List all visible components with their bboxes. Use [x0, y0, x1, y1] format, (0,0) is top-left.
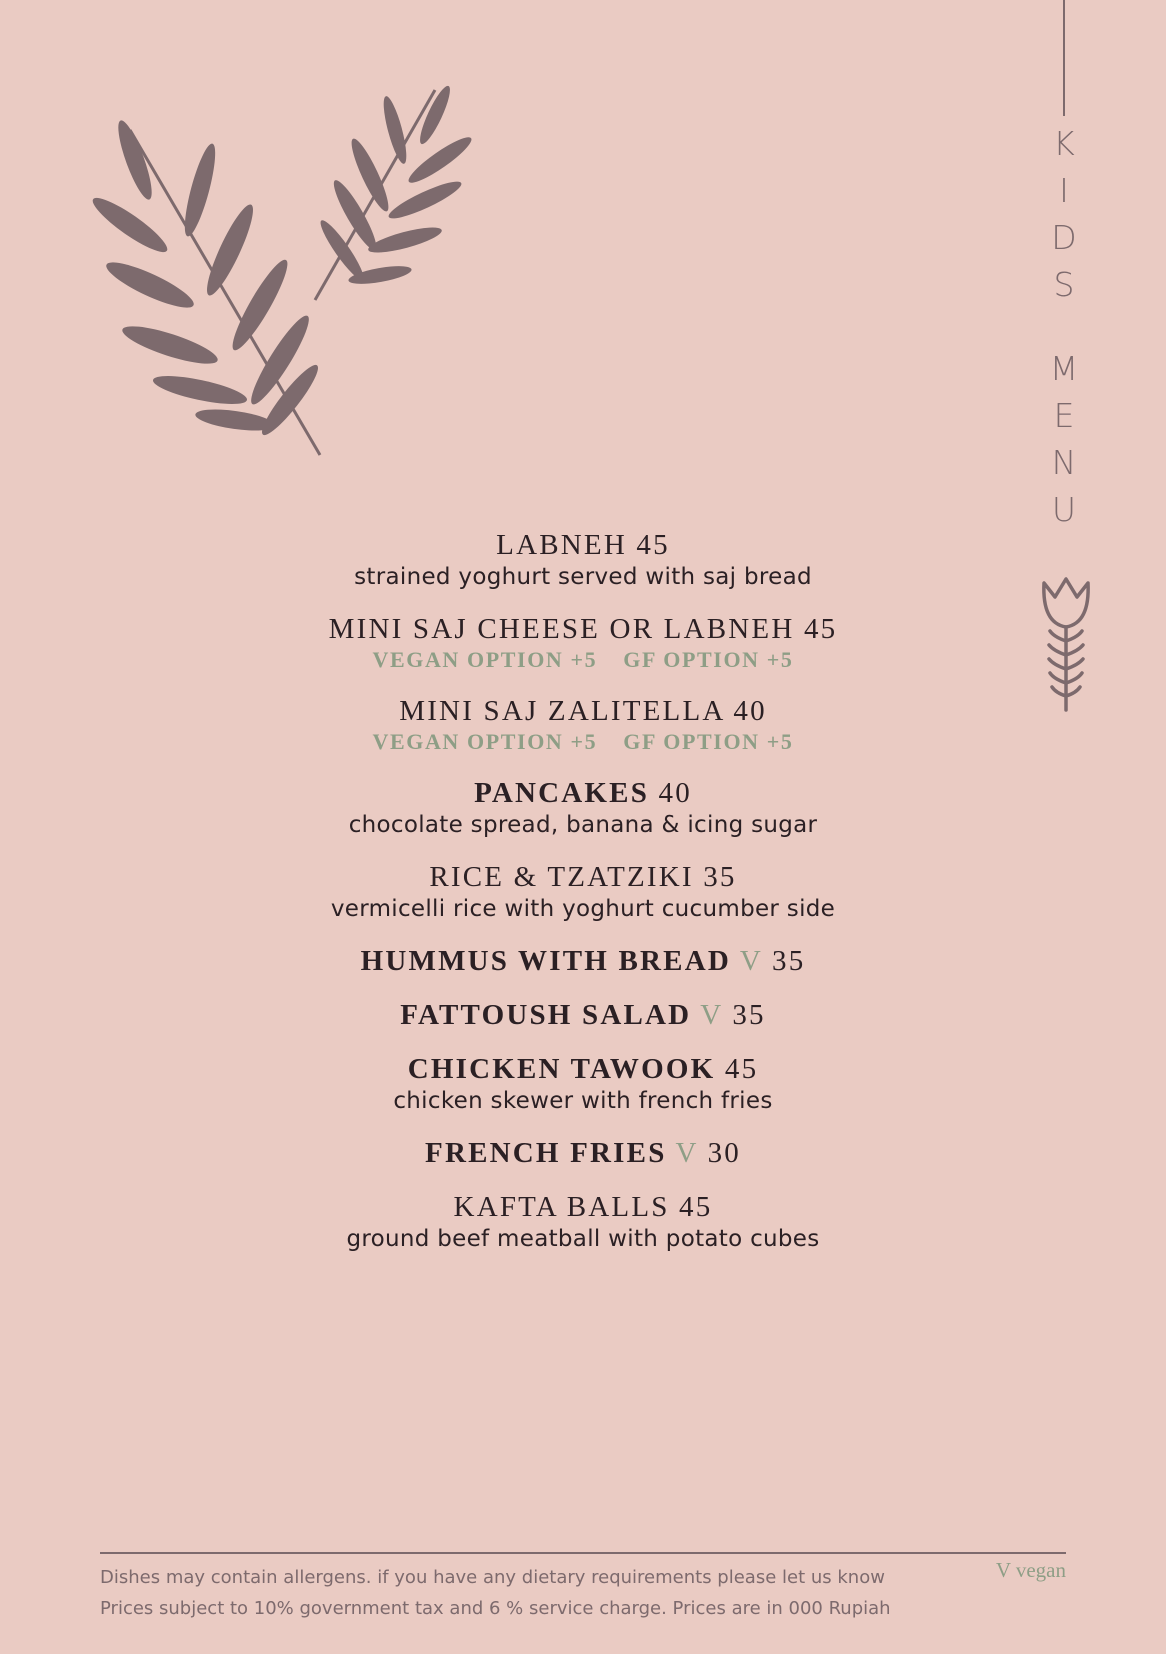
palm-leaves-illustration [90, 80, 510, 490]
menu-item-description: strained yoghurt served with saj bread [354, 564, 812, 590]
menu-item [200, 1190, 966, 1254]
menu-item-title [200, 1052, 966, 1086]
menu-item-title [200, 694, 966, 728]
menu-item-price: 35 [703, 861, 737, 893]
menu-item-price: 30 [707, 1137, 741, 1169]
menu-item-name: MINI SAJ ZALITELLA [399, 695, 724, 727]
menu-item-title [200, 1190, 966, 1224]
menu-item [200, 776, 966, 840]
title-letter: D [1051, 218, 1077, 257]
menu-item-name: RICE & TZATZIKI [429, 861, 694, 893]
menu-item-price: 45 [636, 529, 670, 561]
menu-item-title [200, 998, 966, 1032]
option-label: GF OPTION +5 [623, 647, 794, 672]
menu-item-name: LABNEH [496, 529, 627, 561]
title-letter: E [1053, 396, 1075, 435]
menu-item-price: 45 [803, 613, 838, 645]
menu-item-price: 40 [658, 777, 692, 809]
menu-item-options [200, 728, 966, 756]
menu-item-title [200, 944, 966, 978]
menu-item [200, 612, 966, 674]
title-letter: M [1049, 349, 1079, 388]
menu-item-name: KAFTA BALLS [453, 1191, 670, 1223]
menu-item-description: ground beef meatball with potato cubes [346, 1226, 820, 1252]
title-letter: K [1053, 124, 1075, 163]
vegan-marker: V [700, 999, 723, 1031]
menu-item [200, 944, 966, 978]
menu-item-price: 40 [733, 695, 767, 727]
menu-item-title [200, 612, 966, 646]
allergen-note: Dishes may contain allergens. if you have any dietary requirements please let us know [100, 1567, 885, 1588]
title-letter: S [1053, 265, 1075, 304]
option-label: GF OPTION +5 [623, 729, 794, 754]
menu-item-description: chicken skewer with french fries [393, 1088, 773, 1114]
option-label: VEGAN OPTION +5 [372, 729, 598, 754]
title-letter: U [1051, 490, 1077, 529]
footer-notes [100, 1562, 891, 1624]
menu-item-name: FATTOUSH SALAD [400, 999, 692, 1031]
menu-item-name: CHICKEN TAWOOK [407, 1053, 716, 1085]
footer-divider [100, 1552, 1066, 1554]
side-divider-line [1063, 0, 1065, 116]
title-letter: N [1051, 443, 1077, 482]
vegan-marker: V [675, 1137, 699, 1169]
menu-item-price: 45 [679, 1191, 713, 1223]
menu-item-description: chocolate spread, banana & icing sugar [348, 812, 818, 838]
title-letter: I [1059, 171, 1069, 210]
menu-item-title [200, 860, 966, 894]
menu-item [200, 1052, 966, 1116]
tulip-icon [1036, 575, 1096, 713]
menu-item [200, 694, 966, 756]
menu-item-title [200, 528, 966, 562]
menu-item-options [200, 646, 966, 674]
vegan-legend: V vegan [995, 1558, 1066, 1582]
vegan-marker: V [739, 945, 763, 977]
menu-item-name: HUMMUS WITH BREAD [360, 945, 731, 977]
option-label: VEGAN OPTION +5 [372, 647, 598, 672]
menu-item-title [200, 776, 966, 810]
tax-note: Prices subject to 10% government tax and 6 % service charge. Prices are in 000 Rupiah [100, 1598, 891, 1619]
vertical-title [1024, 120, 1104, 533]
menu-item-title [200, 1136, 966, 1170]
menu-item [200, 860, 966, 924]
menu-item-name: FRENCH FRIES [425, 1137, 667, 1169]
menu-item [200, 528, 966, 592]
menu-item-price: 45 [724, 1053, 759, 1085]
menu-item [200, 998, 966, 1032]
menu-item-price: 35 [772, 945, 806, 977]
menu-item [200, 1136, 966, 1170]
menu-list [200, 528, 966, 1274]
menu-item-description: vermicelli rice with yoghurt cucumber side [330, 896, 836, 922]
menu-item-name: PANCAKES [474, 777, 650, 809]
menu-item-name: MINI SAJ CHEESE OR LABNEH [328, 613, 795, 645]
menu-item-price: 35 [732, 999, 766, 1031]
